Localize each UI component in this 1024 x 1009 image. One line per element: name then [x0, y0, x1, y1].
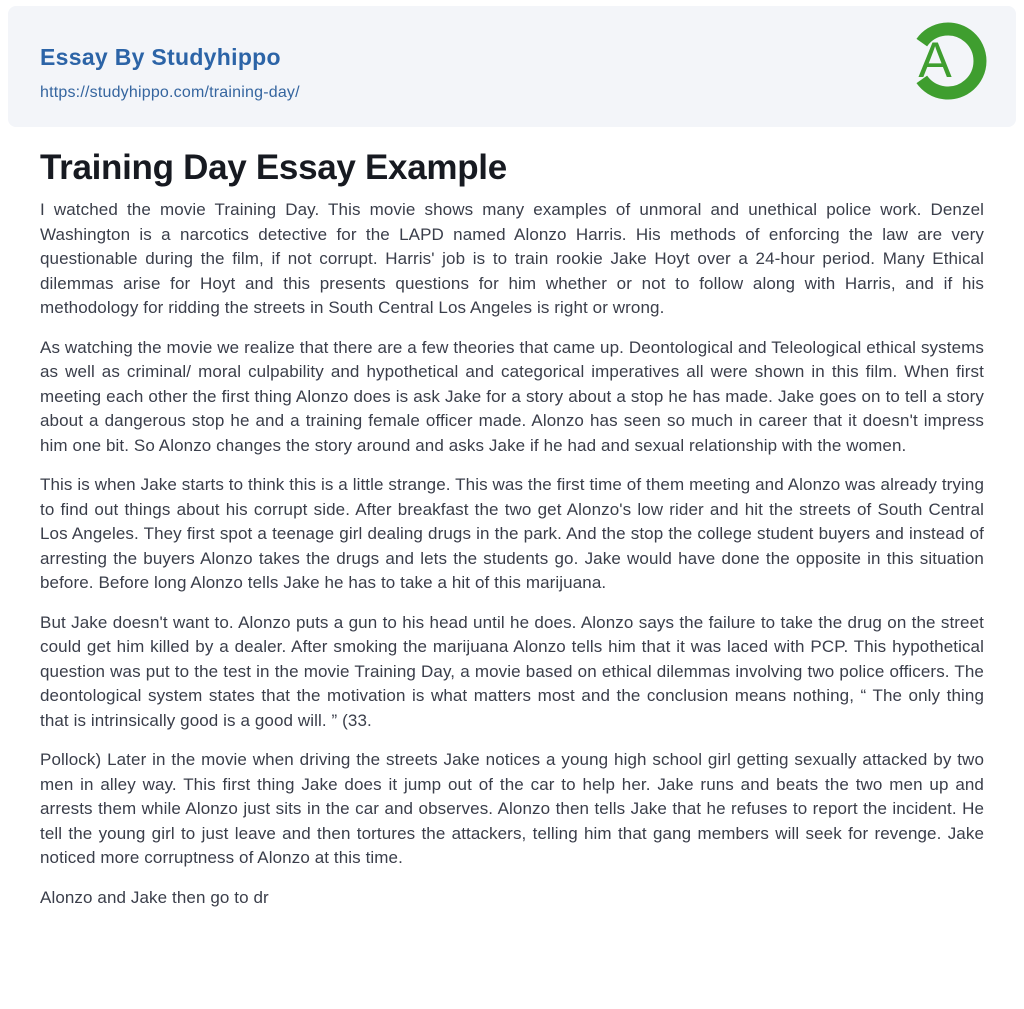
source-url-link[interactable]: https://studyhippo.com/training-day/ — [40, 84, 300, 101]
page — [0, 6, 1024, 910]
page-header — [8, 6, 1016, 127]
essay-paragraph-2: As watching the movie we realize that there are a few theories that came up. Deontological and Teleological ethical systems as well as criminal/ moral culpability and hypothetical and categorical imperatives all were shown in this film. When first meeting each other the first thing Alonzo does is ask Jake for a story about a stop he has made. Jake goes on to tell a story about a dangerous stop he and a training female officer made. Alonzo has seen so much in career that it doesn't impress him one bit. So Alonzo changes the story around and asks Jake if he had and sexual relationship with the women. — [40, 337, 984, 455]
essay-paragraph-4: But Jake doesn't want to. Alonzo puts a gun to his head until he does. Alonzo says the failure to take the drug on the street could get him killed by a dealer. After smoking the marijuana Alonzo tells him that it was laced with PCP. This hypothetical question was put to the test in the movie Training Day, a movie based on ethical dilemmas involving two police officers. The deontological system states that the motivation is what matters most and the conclusion means nothing, “ The only thing that is intrinsically good is a good will. ” (33. — [40, 612, 984, 730]
essay-paragraph-5: Pollock) Later in the movie when driving the streets Jake notices a young high school girl getting sexually attacked by two men in alley way. This first thing Jake does it jump out of the car to help her. Jake runs and beats the two men up and arrests them while Alonzo just sits in the car and observes. Alonzo then tells Jake that he refuses to report the incident. He tell the young girl to just leave and then tortures the attackers, telling him that gang members will seek for revenge. Jake noticed more corruptness of Alonzo at this time. — [40, 750, 984, 868]
site-title: Essay By Studyhippo — [40, 44, 281, 70]
logo-letter: A — [918, 32, 952, 88]
essay-content — [0, 127, 1024, 910]
essay-paragraph-3: This is when Jake starts to think this is a little strange. This was the first time of them meeting and Alonzo was already trying to find out things about his corrupt side. After breakfast the two get Alonzo's low rider and hit the streets of South Central Los Angeles. They first spot a teenage girl dealing drugs in the park. And the stop the college student buyers and instead of arresting the buyers Alonzo takes the drugs and lets the students go. Jake would have done the opposite in this situation before. Before long Alonzo tells Jake he has to take a hit of this marijuana. — [40, 475, 984, 593]
essay-paragraph-6: Alonzo and Jake then go to dr — [40, 887, 269, 907]
studyhippo-logo[interactable] — [906, 19, 990, 103]
essay-paragraph-1: I watched the movie Training Day. This movie shows many examples of unmoral and unethical police work. Denzel Washington is a narcotics detective for the LAPD named Alonzo Harris. His methods of enforcing the law are very questionable during the film, if not corrupt. Harris' job is to train rookie Jake Hoyt over a 24-hour period. Many Ethical dilemmas arise for Hoyt and this presents questions for him whether or not to follow along with Harris, and if his methodology for ridding the streets in South Central Los Angeles is right or wrong. — [40, 200, 984, 318]
header-text-block — [40, 44, 984, 102]
logo-arc-icon — [906, 19, 990, 103]
essay-title: Training Day Essay Example — [40, 148, 507, 187]
